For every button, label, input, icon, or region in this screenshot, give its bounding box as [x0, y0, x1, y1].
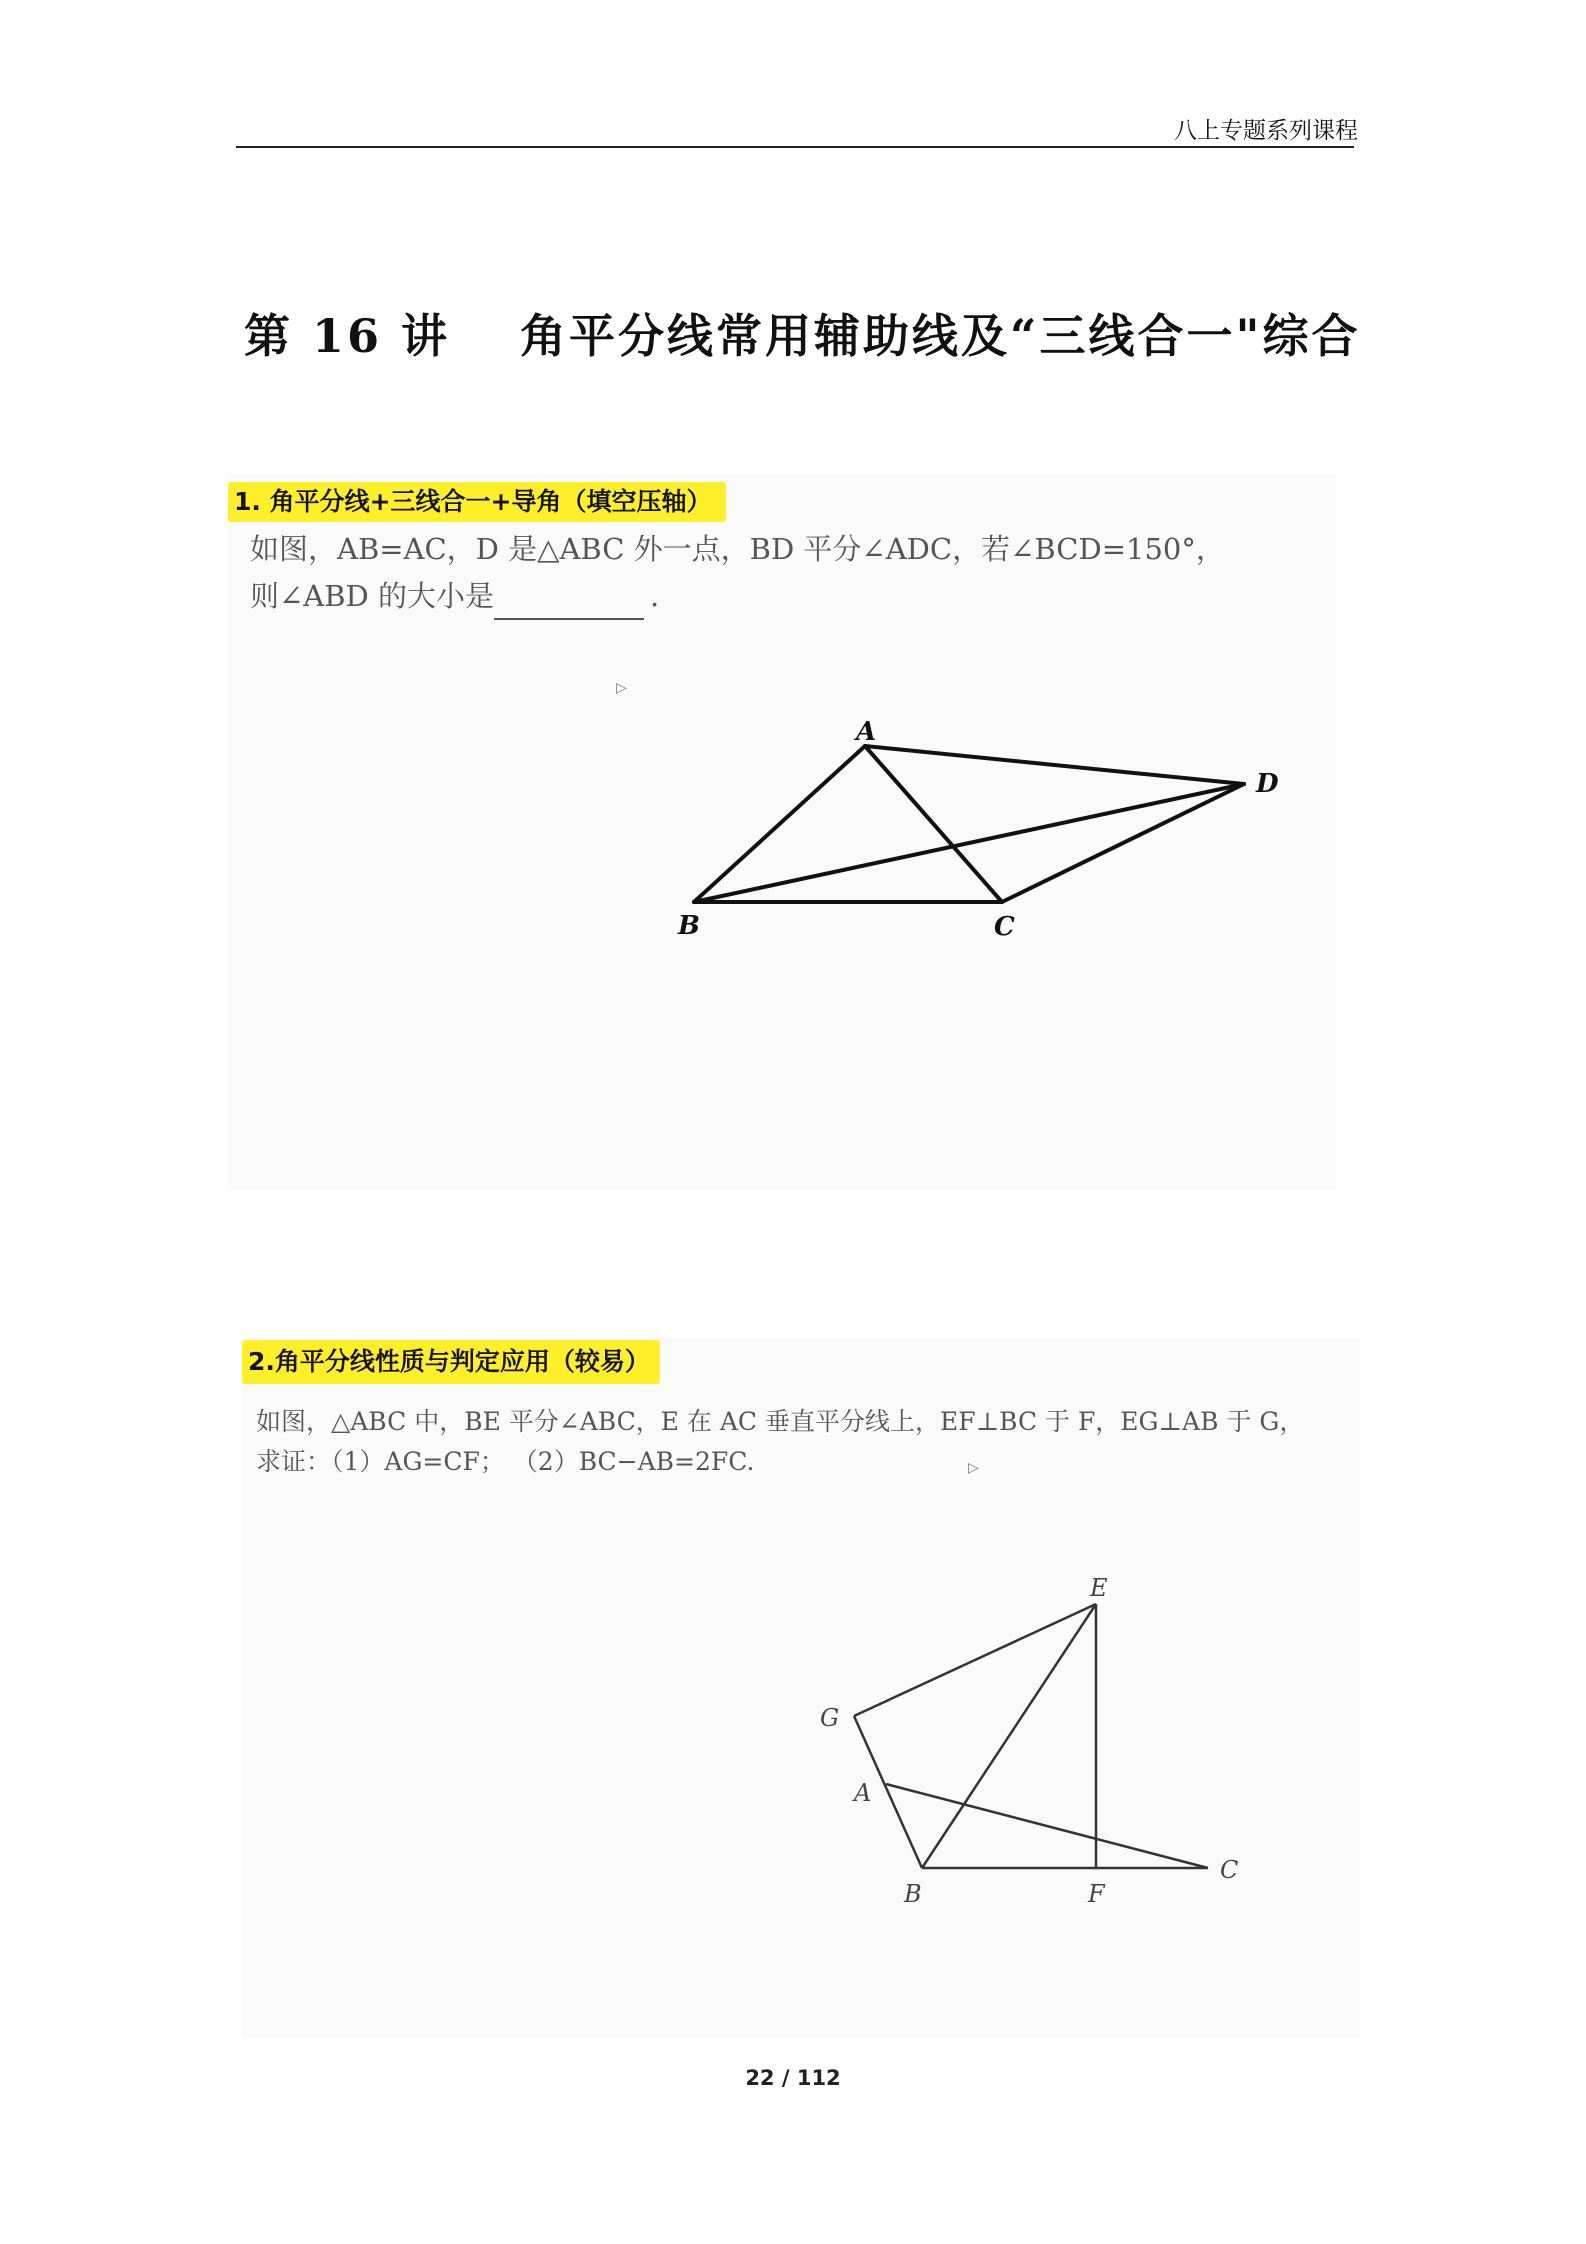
problem-2-figure [242, 1338, 1360, 2038]
problem-2-line-2: 求证：（1）AG=CF； （2）BC−AB=2FC. [256, 1447, 755, 1476]
header-divider [236, 146, 1354, 148]
segment-AC [865, 746, 1002, 902]
label-E: E [1090, 1574, 1108, 1602]
problem-1-tag: 1. 角平分线+三线合一+导角（填空压轴） [228, 482, 726, 522]
problem-2-tag: 2.角平分线性质与判定应用（较易） [242, 1340, 660, 1384]
problem-1-figure [228, 474, 1336, 1190]
page-title [244, 300, 1360, 366]
label-G: G [820, 1704, 840, 1732]
label-A: A [856, 717, 877, 747]
label-C: C [994, 912, 1015, 942]
mouse-cursor-icon: ▷ [968, 1460, 979, 1476]
segment-BD [694, 784, 1244, 902]
problem-1-panel [228, 474, 1336, 1190]
lecture-number: 第 16 讲 [244, 309, 451, 363]
segment-CD [1002, 784, 1244, 902]
label-A: A [854, 1779, 872, 1807]
label-B: B [678, 911, 700, 941]
problem-1-line-2-suffix: . [650, 579, 660, 613]
lecture-topic: 角平分线常用辅助线及“三线合一"综合 [520, 309, 1361, 363]
label-C: C [1220, 1856, 1239, 1884]
label-F: F [1088, 1880, 1105, 1908]
label-D: D [1256, 769, 1279, 799]
segment-AD [865, 746, 1244, 784]
header-course-name: 八上专题系列课程 [1174, 118, 1358, 144]
problem-2-line-1: 如图，△ABC 中，BE 平分∠ABC，E 在 AC 垂直平分线上，EF⊥BC 于 F，EG⊥AB 于 G， [256, 1407, 1305, 1436]
mouse-cursor-icon: ▷ [616, 680, 627, 696]
problem-1-line-1: 如图，AB=AC，D 是△ABC 外一点，BD 平分∠ADC，若∠BCD=150°， [250, 532, 1225, 566]
segment-AC [886, 1784, 1208, 1868]
page-number: 22 / 112 [745, 2066, 841, 2090]
problem-2-panel [242, 1338, 1360, 2038]
problem-1-line-2-prefix: 则∠ABD 的大小是 [250, 579, 495, 613]
label-B: B [904, 1880, 922, 1908]
segment-AB [694, 746, 865, 902]
